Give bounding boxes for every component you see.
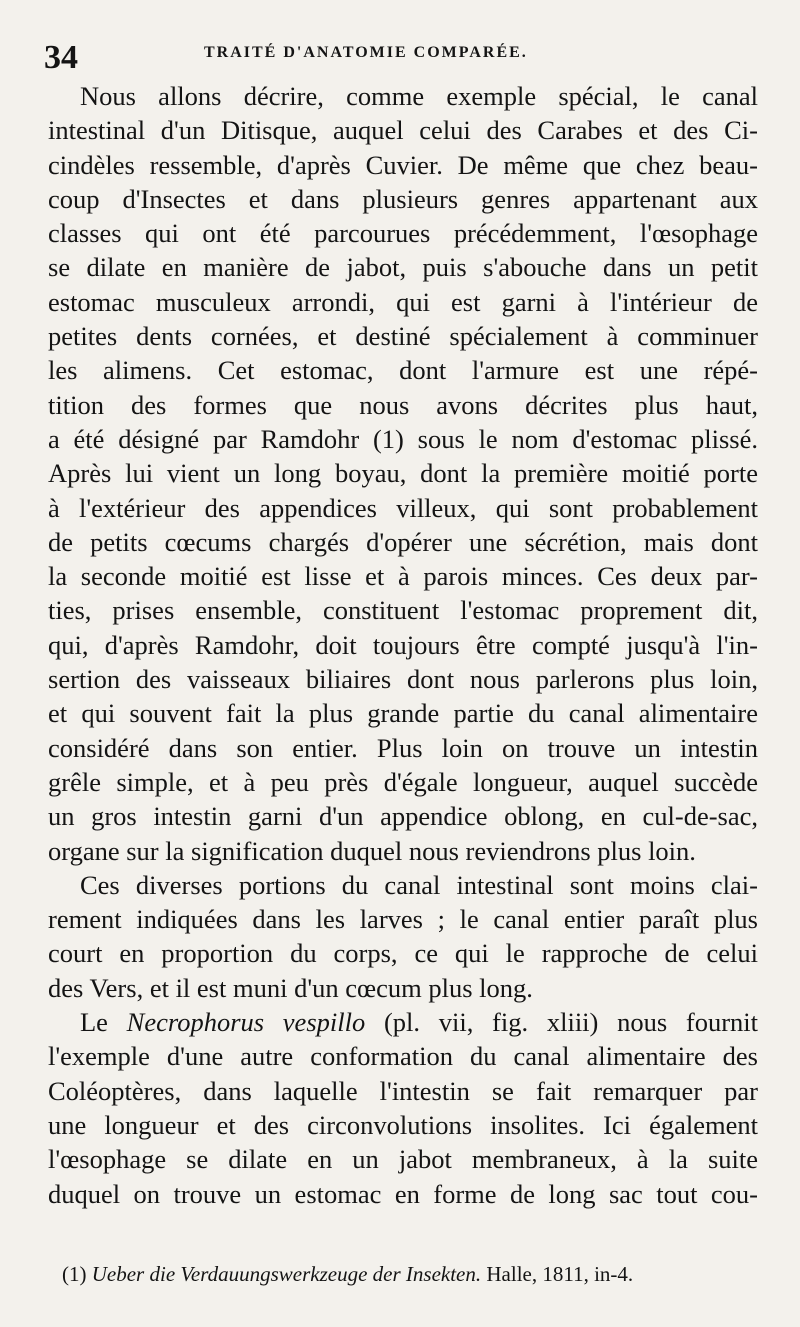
necro-before: Le [80, 1007, 127, 1038]
body-line: considéré dans son entier. Plus loin on trouve un intestin [48, 732, 758, 763]
page-number: 34 [44, 39, 78, 76]
body-line: des Vers, et il est muni d'un cœcum plus long. [48, 972, 533, 1003]
body-line: estomac musculeux arrondi, qui est garni à l'intérieur de [48, 286, 758, 317]
paragraph-3 [48, 1039, 758, 1210]
body-line: Coléoptères, dans laquelle l'intestin se fait remarquer par [48, 1075, 758, 1106]
body-line: sertion des vaisseaux biliaires dont nous parlerons plus loin, [48, 664, 758, 695]
body-line: grêle simple, et à peu près d'égale longueur, auquel succède [48, 766, 758, 797]
body-line: Ces diverses portions du canal intestinal sont moins clai- [80, 869, 758, 900]
body-line: ties, prises ensemble, constituent l'estomac proprement dit, [48, 595, 758, 626]
paragraphs-1-2 [48, 79, 758, 1005]
footnote-marker: (1) [62, 1262, 87, 1286]
running-head: TRAITÉ D'ANATOMIE COMPARÉE. [204, 44, 528, 61]
body-line: tition des formes que nous avons décrites plus haut, [48, 389, 758, 420]
page-header [44, 36, 764, 80]
body-line: court en proportion du corps, ce qui le rapproche de celui [48, 938, 758, 969]
body-line: un gros intestin garni d'un appendice oblong, en cul-de-sac, [48, 801, 758, 832]
footnote [62, 1260, 762, 1288]
necro-after: (pl. vii, fig. xliii) nous fournit [365, 1007, 758, 1038]
body-line: l'œsophage se dilate en un jabot membraneux, à la suite [48, 1144, 758, 1175]
body-line: a été désigné par Ramdohr (1) sous le nom d'estomac plissé. [48, 423, 758, 454]
body-line: l'exemple d'une autre conformation du canal alimentaire des [48, 1041, 758, 1072]
body-line: classes qui ont été parcourues précédemment, l'œsophage [48, 218, 758, 249]
body-line: à l'extérieur des appendices villeux, qui sont probablement [48, 492, 758, 523]
body-line: rement indiquées dans les larves ; le canal entier paraît plus [48, 904, 758, 935]
body-line: Nous allons décrire, comme exemple spécial, le canal [80, 81, 758, 111]
footnote-rest: Halle, 1811, in-4. [486, 1262, 634, 1286]
body-line: se dilate en manière de jabot, puis s'abouche dans un petit [48, 252, 758, 283]
body-line: intestinal d'un Ditisque, auquel celui des Carabes et des Ci- [48, 115, 758, 146]
body-line: de petits cœcums chargés d'opérer une sécrétion, mais dont [48, 526, 758, 557]
body-line: les alimens. Cet estomac, dont l'armure est une répé- [48, 355, 758, 386]
body-line: petites dents cornées, et destiné spécialement à comminuer [48, 321, 758, 352]
body-line: duquel on trouve un estomac en forme de long sac tout cou- [48, 1178, 758, 1209]
body-line: organe sur la signification duquel nous reviendrons plus loin. [48, 835, 696, 866]
body-line: cindèles ressemble, d'après Cuvier. De même que chez beau- [48, 149, 758, 180]
body-text [48, 79, 758, 1211]
body-line: Après lui vient un long boyau, dont la première moitié porte [48, 458, 758, 489]
body-line-necrophorus [48, 1005, 758, 1039]
body-line: qui, d'après Ramdohr, doit toujours être compté jusqu'à l'in- [48, 629, 758, 660]
body-line: une longueur et des circonvolutions insolites. Ici également [48, 1109, 758, 1140]
body-line: coup d'Insectes et dans plusieurs genres appartenant aux [48, 183, 758, 214]
footnote-title: Ueber die Verdauungswerkzeuge der Insekten. [91, 1262, 482, 1286]
species-name: Necrophorus vespillo [126, 1007, 366, 1038]
body-line: et qui souvent fait la plus grande partie du canal alimentaire [48, 698, 758, 729]
body-line: la seconde moitié est lisse et à parois minces. Ces deux par- [48, 561, 758, 592]
